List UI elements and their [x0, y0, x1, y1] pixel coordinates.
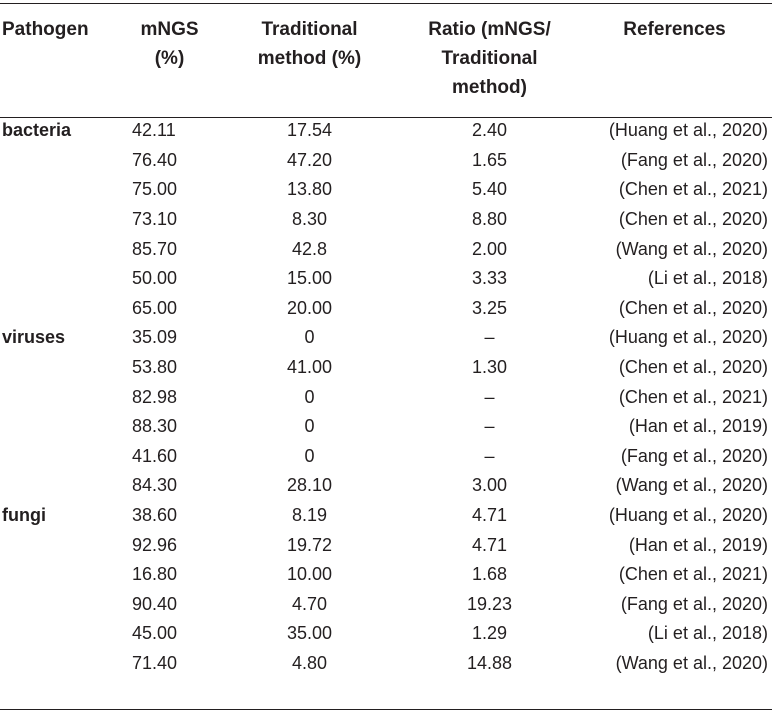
ratio-cell: 1.65: [471, 149, 508, 170]
traditional-cell: 20.00: [286, 297, 333, 318]
traditional-cell: 8.19: [291, 505, 328, 526]
reference-cell: (Fang et al., 2020): [620, 593, 768, 614]
ratio-cell: 4.71: [471, 505, 508, 526]
mngs-cell: 41.60: [132, 445, 178, 466]
ratio-cell: –: [484, 327, 495, 348]
mngs-cell: 50.00: [132, 268, 178, 289]
header-ratio-line3: method): [452, 77, 527, 98]
mngs-cell: 45.00: [132, 623, 178, 644]
reference-cell: (Chen et al., 2021): [618, 179, 768, 200]
table-row: [0, 323, 772, 353]
reference-cell: (Fang et al., 2020): [620, 149, 768, 170]
table-row: [0, 116, 772, 146]
mngs-cell: 35.09: [132, 327, 178, 348]
traditional-cell: 42.8: [291, 238, 328, 259]
ratio-cell: 2.00: [471, 238, 508, 259]
table-row: [0, 590, 772, 620]
pathogen-cell: [0, 205, 122, 235]
reference-cell: (Chen et al., 2021): [618, 386, 768, 407]
ratio-cell: –: [484, 416, 495, 437]
pathogen-cell: bacteria: [2, 120, 72, 141]
traditional-cell: 8.30: [291, 209, 328, 230]
header-references-label: References: [623, 19, 726, 40]
reference-cell: (Chen et al., 2021): [618, 564, 768, 585]
mngs-cell: 42.11: [132, 120, 176, 141]
traditional-cell: 0: [304, 445, 315, 466]
header-traditional: [217, 4, 402, 106]
pathogen-cell: [0, 619, 122, 649]
reference-cell: (Li et al., 2018): [647, 623, 768, 644]
table-row: [0, 501, 772, 531]
table-row: [0, 649, 772, 679]
table-row: [0, 353, 772, 383]
header-pathogen-label: Pathogen: [2, 19, 89, 40]
reference-cell: (Wang et al., 2020): [615, 475, 768, 496]
pathogen-cell: [0, 471, 122, 501]
pathogen-cell: [0, 146, 122, 176]
mngs-cell: 73.10: [132, 209, 178, 230]
header-mngs: [122, 4, 217, 106]
table-row: [0, 382, 772, 412]
table-row: [0, 442, 772, 472]
table-row: [0, 205, 772, 235]
ratio-cell: –: [484, 386, 495, 407]
header-traditional-line1: Traditional: [261, 19, 358, 40]
mngs-cell: 53.80: [132, 357, 178, 378]
header-ratio-line1: Ratio (mNGS/: [428, 19, 551, 40]
mngs-cell: 82.98: [132, 386, 178, 407]
pathogen-cell: [0, 560, 122, 590]
table-header: [0, 4, 772, 116]
table-row: [0, 234, 772, 264]
traditional-cell: 15.00: [286, 268, 333, 289]
ratio-cell: 1.68: [471, 564, 508, 585]
traditional-cell: 13.80: [286, 179, 333, 200]
header-ratio: [402, 4, 577, 106]
reference-cell: (Huang et al., 2020): [608, 327, 768, 348]
traditional-cell: 0: [304, 416, 315, 437]
reference-cell: (Li et al., 2018): [647, 268, 768, 289]
reference-cell: (Chen et al., 2020): [618, 297, 768, 318]
pathogen-cell: [0, 649, 122, 679]
ratio-cell: 3.33: [471, 268, 508, 289]
reference-cell: (Han et al., 2019): [628, 534, 768, 555]
table-row: [0, 412, 772, 442]
reference-cell: (Chen et al., 2020): [618, 209, 768, 230]
ratio-cell: 4.71: [471, 534, 508, 555]
traditional-cell: 17.54: [286, 120, 333, 141]
mngs-cell: 16.80: [132, 564, 178, 585]
pathogen-cell: [0, 590, 122, 620]
table-bottom-rule: [0, 709, 772, 710]
table-row: [0, 530, 772, 560]
mngs-cell: 88.30: [132, 416, 178, 437]
pathogen-cell: [0, 175, 122, 205]
traditional-cell: 4.70: [291, 593, 328, 614]
ratio-cell: 3.00: [471, 475, 508, 496]
ratio-cell: 1.30: [471, 357, 508, 378]
traditional-cell: 19.72: [286, 534, 333, 555]
traditional-cell: 41.00: [286, 357, 333, 378]
pathogen-cell: [0, 382, 122, 412]
header-spacer: [0, 106, 772, 116]
pathogen-detection-table: [0, 4, 772, 678]
traditional-cell: 10.00: [286, 564, 333, 585]
pathogen-cell: [0, 412, 122, 442]
reference-cell: (Chen et al., 2020): [618, 357, 768, 378]
pathogen-cell: viruses: [2, 327, 66, 348]
mngs-cell: 76.40: [132, 149, 178, 170]
mngs-cell: 75.00: [132, 179, 178, 200]
pathogen-cell: [0, 234, 122, 264]
reference-cell: (Wang et al., 2020): [615, 238, 768, 259]
table-row: [0, 294, 772, 324]
pathogen-cell: [0, 530, 122, 560]
spacer-cell: [0, 106, 772, 116]
mngs-cell: 90.40: [132, 593, 178, 614]
pathogen-cell: [0, 294, 122, 324]
mngs-cell: 92.96: [132, 534, 178, 555]
mngs-cell: 65.00: [132, 297, 178, 318]
table-row: [0, 619, 772, 649]
ratio-cell: 3.25: [471, 297, 508, 318]
table-row: [0, 146, 772, 176]
ratio-cell: 8.80: [471, 209, 508, 230]
table-row: [0, 471, 772, 501]
header-references: [577, 4, 772, 106]
table-row: [0, 175, 772, 205]
header-mngs-line2: (%): [154, 48, 185, 69]
reference-cell: (Han et al., 2019): [628, 416, 768, 437]
ratio-cell: 1.29: [471, 623, 508, 644]
mngs-cell: 71.40: [132, 652, 178, 673]
table-body: [0, 116, 772, 678]
pathogen-cell: fungi: [2, 505, 46, 526]
mngs-cell: 85.70: [132, 238, 178, 259]
mngs-cell: 38.60: [132, 505, 178, 526]
pathogen-cell: [0, 353, 122, 383]
reference-cell: (Huang et al., 2020): [608, 505, 768, 526]
header-pathogen: [0, 4, 122, 106]
traditional-cell: 0: [304, 386, 315, 407]
traditional-cell: 35.00: [286, 623, 333, 644]
ratio-cell: –: [484, 445, 495, 466]
reference-cell: (Wang et al., 2020): [615, 652, 768, 673]
table-row: [0, 264, 772, 294]
table-row: [0, 560, 772, 590]
pathogen-cell: [0, 264, 122, 294]
mngs-cell: 84.30: [132, 475, 178, 496]
traditional-cell: 0: [304, 327, 315, 348]
reference-cell: (Huang et al., 2020): [608, 120, 768, 141]
reference-cell: (Fang et al., 2020): [620, 445, 768, 466]
ratio-cell: 2.40: [471, 120, 508, 141]
header-mngs-line1: mNGS: [140, 19, 199, 40]
traditional-cell: 4.80: [291, 652, 328, 673]
header-traditional-line2: method (%): [257, 48, 362, 69]
header-ratio-line2: Traditional: [441, 48, 538, 69]
pathogen-cell: [0, 442, 122, 472]
traditional-cell: 28.10: [286, 475, 333, 496]
ratio-cell: 5.40: [471, 179, 508, 200]
header-row: [0, 4, 772, 106]
ratio-cell: 19.23: [466, 593, 513, 614]
traditional-cell: 47.20: [286, 149, 333, 170]
ratio-cell: 14.88: [466, 652, 513, 673]
